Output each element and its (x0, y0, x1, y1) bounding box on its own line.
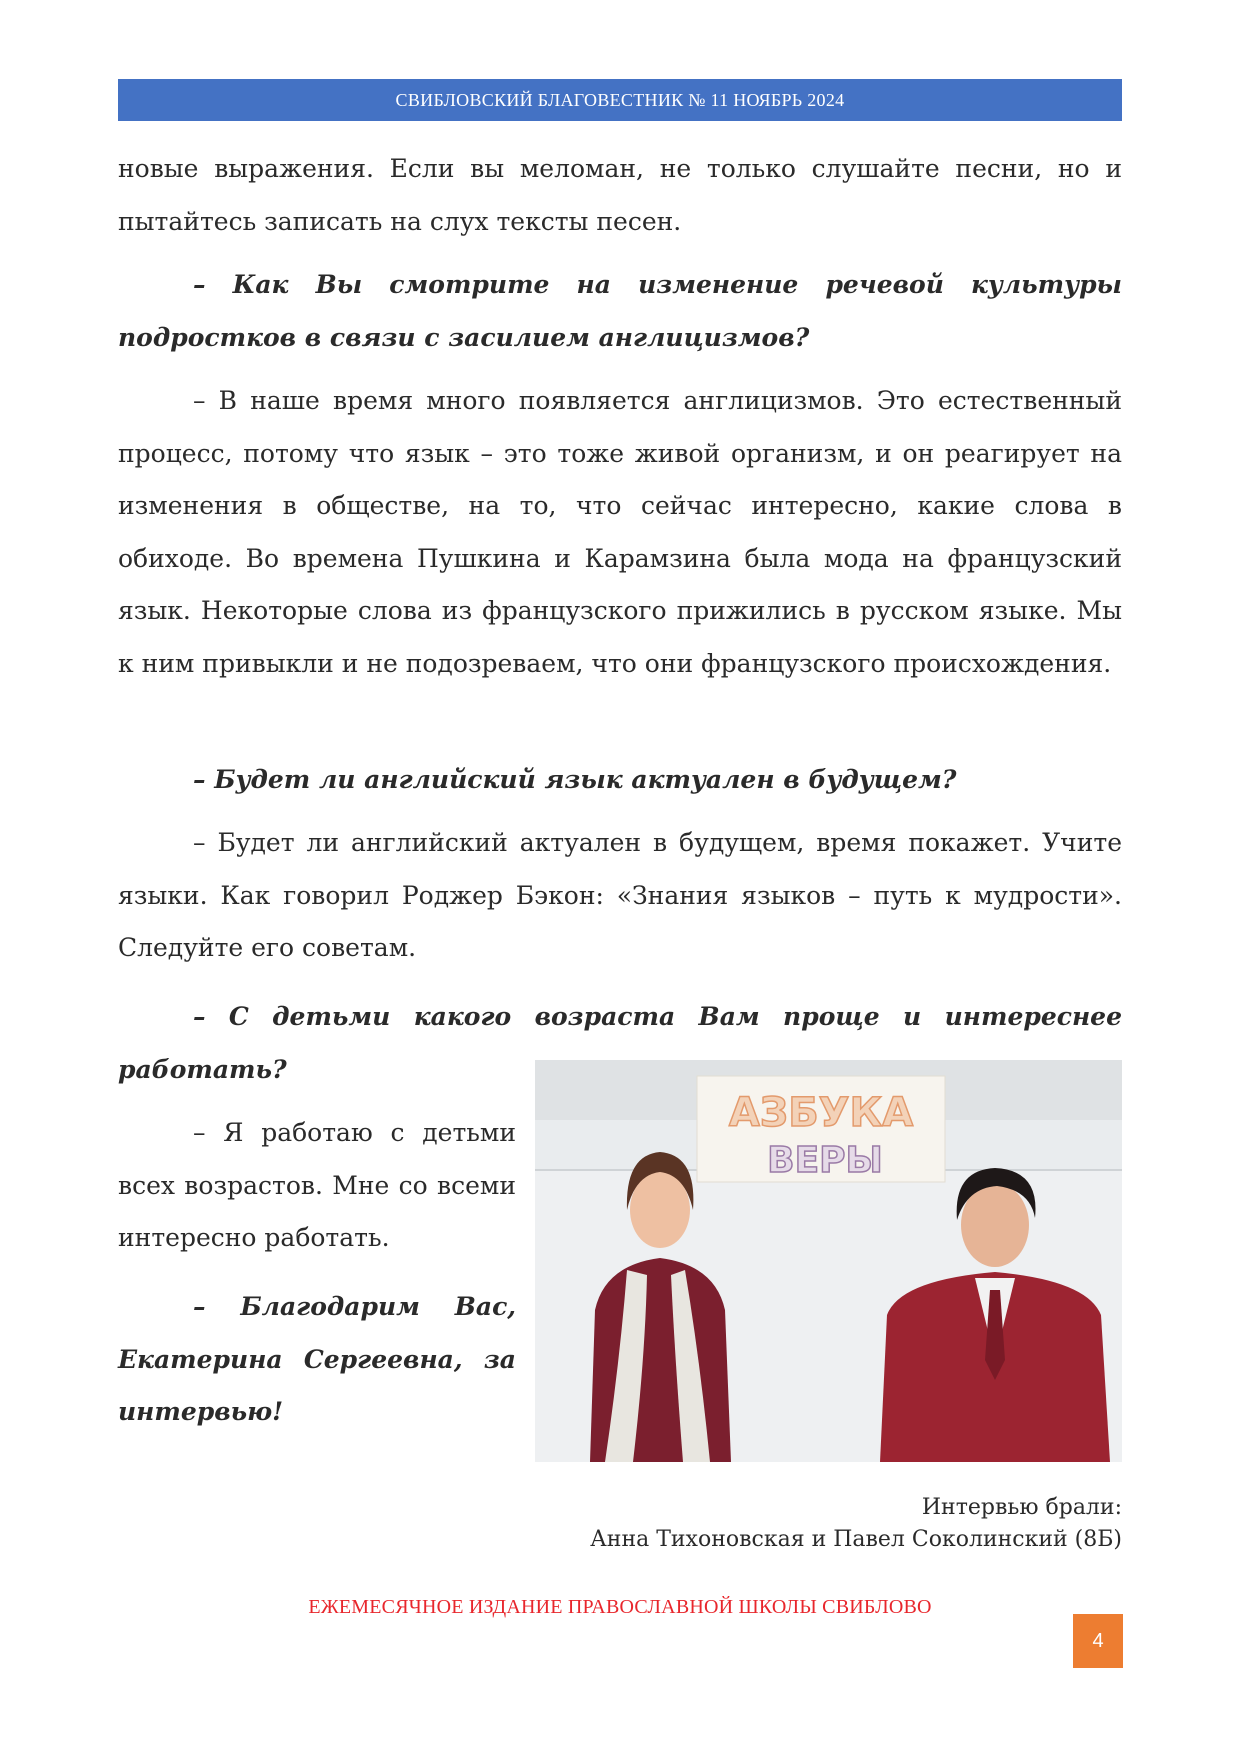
interview-photo (535, 1060, 1122, 1462)
paragraph-continuation: новые выражения. Если вы меломан, не только слушайте песни, но и пытайтесь записать на слух тексты песен. (118, 154, 1122, 236)
footer-publication-note: ЕЖЕМЕСЯЧНОЕ ИЗДАНИЕ ПРАВОСЛАВНОЙ ШКОЛЫ СВИБЛОВО (308, 1596, 932, 1618)
question-anglicisms: – Как Вы смотрите на изменение речевой культуры подростков в связи с засилием англицизмов? (118, 270, 1122, 352)
page-number-badge: 4 (1073, 1614, 1123, 1668)
photo-illustration (535, 1060, 1122, 1462)
poster-word-1: АЗБУКА (728, 1090, 914, 1136)
header-title: СВИБЛОВСКИЙ БЛАГОВЕСТНИК № 11 НОЯБРЬ 2024 (118, 79, 1122, 121)
thanks-closing: – Благодарим Вас, Екатерина Сергеевна, за интервью! (118, 1292, 516, 1426)
answer-children-age: – Я работаю с детьми всех возрастов. Мне со всеми интересно работать. (118, 1118, 516, 1252)
caption-line-1: Интервью брали: (921, 1495, 1122, 1520)
question-english-future: – Будет ли английский язык актуален в будущем? (193, 765, 957, 794)
caption-line-2: Анна Тихоновская и Павел Соколинский (8Б) (590, 1527, 1122, 1552)
answer-anglicisms: – В наше время много появляется англицизмов. Это естественный процесс, потому что язык – это тоже живой организм, и он реагирует на изменения в обществе, на то, что сейчас интересно, какие слова в обиходе. Во времена Пушкина и Карамзина была мода на французский язык. Некоторые слова из французского прижились в русском языке. Мы к ним привыкли и не подозреваем, что они французского происхождения. (118, 386, 1122, 678)
photo-caption (590, 1492, 1122, 1556)
question-children-age: – С детьми какого возраста Вам проще и интереснее работать? (118, 1002, 1122, 1084)
poster-word-2: ВЕРЫ (767, 1140, 883, 1181)
answer-english-future: – Будет ли английский актуален в будущем, время покажет. Учите языки. Как говорил Роджер Бэкон: «Знания языков – путь к мудрости». Следуйте его советам. (118, 828, 1122, 962)
